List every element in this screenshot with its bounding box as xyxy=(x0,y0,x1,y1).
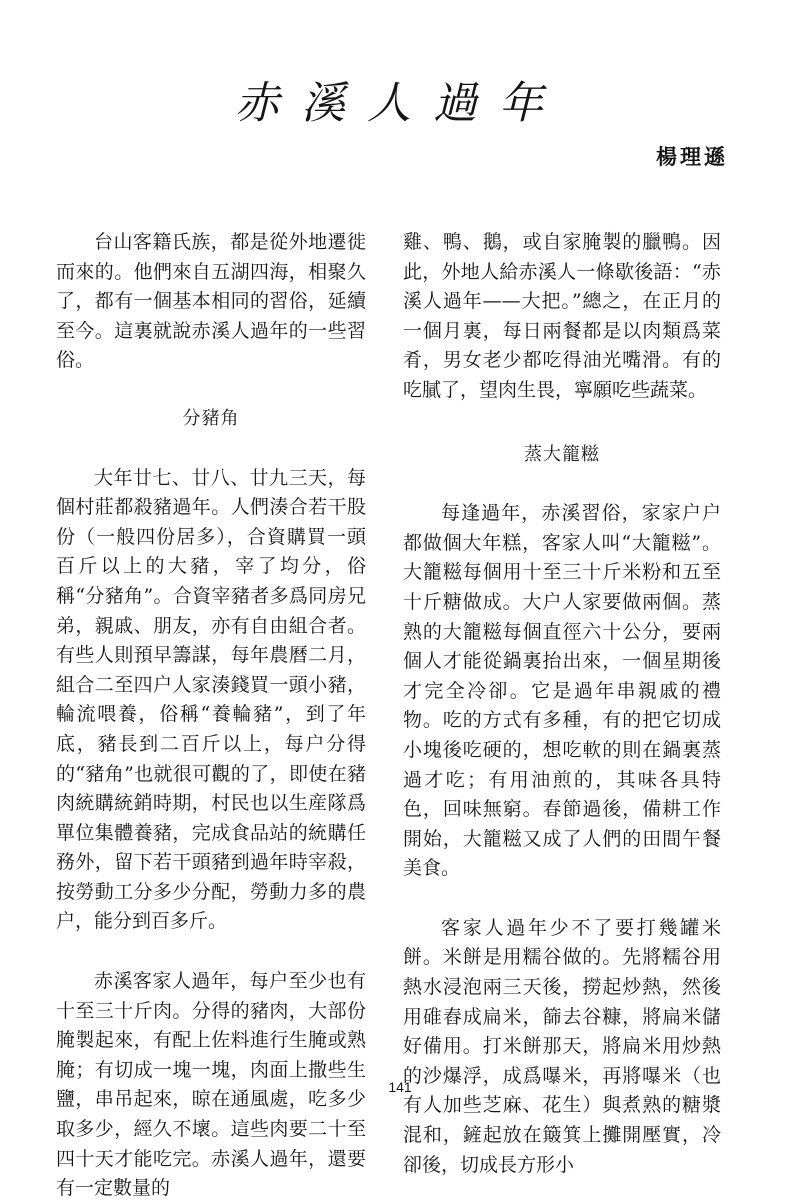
body-paragraph: 赤溪客家人過年，每户至少也有十至三十斤肉。分得的豬肉，大部份腌製起來，有配上佐料進行生腌或熟腌；有切成一塊一塊，肉面上撒些生鹽，串吊起來，晾在通風處，吃多少取多少，經久不壞。這些肉要二十至四十天才能吃完。赤溪人過年，還要有一定數量的 xyxy=(56,970,366,1200)
body-paragraph: 客家人過年少不了要打幾罐米餅。米餅是用糯谷做的。先將糯谷用熱水浸泡兩三天後，撈起炒熱，然後用碓舂成扁米，篩去谷糠，將扁米儲好備用。打米餅那天，將扁米用炒熱的沙爆浮，成爲嚗米，再將嚗米（也有人加些芝麻、花生）與煮熟的糖漿混和，鏟起放在簸箕上攤開壓實，冷卻後，切成長方形小 xyxy=(403,916,721,1176)
left-column xyxy=(56,228,366,1204)
right-column xyxy=(403,228,721,1180)
body-paragraph: 大年廿七、廿八、廿九三天，每個村莊都殺豬過年。人們湊合若干股份（一般四份居多），合資購買一頭百斤以上的大豬，宰了均分，俗稱“分豬角”。合資宰豬者多爲同房兄弟，親戚、朋友，亦有自由組合者。有些人則預早籌謀，每年農曆二月，組合二至四户人家湊錢買一頭小豬，輪流喂養，俗稱“養輪豬”，到了年底，豬長到二百斤以上，每户分得的“豬角”也就很可觀的了，即使在豬肉統購統銷時期，村民也以生産隊爲單位集體養豬，完成食品站的統購任務外，留下若干頭豬到過年時宰殺，按勞動工分多少分配，勞動力多的農户，能分到百多斤。 xyxy=(56,466,366,933)
body-paragraph: 每逢過年，赤溪習俗，家家户户都做個大年糕，客家人叫“大籠糍”。大籠糍每個用十至三十斤米粉和五至十斤糖做成。大户人家要做兩個。蒸熟的大籠糍每個直徑六十公分，要兩個人才能從鍋裏抬出來，一個星期後才完全冷卻。它是過年串親戚的禮物。吃的方式有多種，有的把它切成小塊後吃硬的，想吃軟的則在鍋裏蒸過才吃；有用油煎的，其味各具特色，回味無窮。春節過後，備耕工作開始，大籠糍又成了人們的田間午餐美食。 xyxy=(403,502,721,880)
intro-paragraph: 台山客籍氏族，都是從外地遷徙而來的。他們來自五湖四海，相聚久了，都有一個基本相同的習俗，延續至今。這裏就說赤溪人過年的一些習俗。 xyxy=(56,231,366,372)
continuation-paragraph: 雞、鴨、鵝，或自家腌製的臘鴨。因此，外地人給赤溪人一條歇後語：“赤溪人過年——大把。”總之，在正月的一個月裏，每日兩餐都是以肉類爲菜肴，男女老少都吃得油光嘴滑。有的吃膩了，望肉生畏，寧願吃些蔬菜。 xyxy=(403,231,721,401)
author-name: 楊理遜 xyxy=(656,144,728,169)
section-heading-fen-zhu-jiao: 分豬角 xyxy=(182,407,240,429)
article-title: 赤溪人過年 xyxy=(235,78,565,129)
section-heading-zheng-da-long-ci: 蒸大籠糍 xyxy=(524,443,600,465)
page-number: 141 xyxy=(388,1079,412,1095)
